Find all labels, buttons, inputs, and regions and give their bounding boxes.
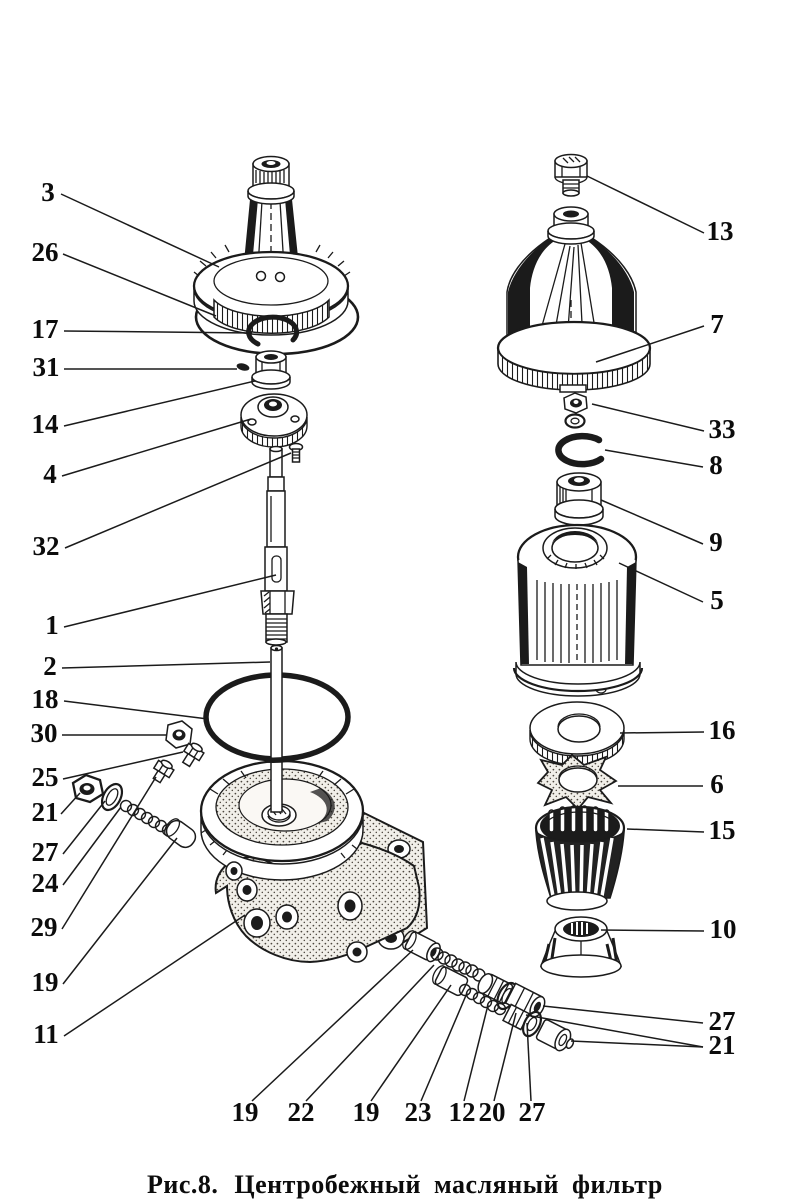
- part-8-lock-ring: [558, 436, 601, 464]
- leader-line: [464, 1005, 488, 1101]
- part-number-label: 3: [41, 177, 55, 207]
- leader-line: [627, 829, 704, 832]
- leader-line: [587, 176, 704, 233]
- callout-19-32: [353, 985, 452, 1127]
- leader-line: [62, 419, 251, 476]
- leader-line: [371, 985, 451, 1101]
- part-number-label: 19: [31, 967, 59, 997]
- callout-26-1: [32, 237, 217, 316]
- leader-line: [605, 450, 703, 467]
- part-number-label: 14: [31, 409, 59, 439]
- callout-4-5: [43, 419, 251, 489]
- leader-line: [63, 801, 105, 854]
- part-16-washer-disc: [530, 702, 624, 765]
- callout-6-25: [618, 769, 724, 799]
- leader-line: [64, 381, 255, 426]
- part-number-label: 16: [708, 715, 736, 745]
- callout-1-7: [45, 575, 276, 640]
- part-11-housing: [201, 761, 427, 962]
- part-number-label: 25: [31, 762, 59, 792]
- leader-line: [64, 331, 252, 333]
- part-number-label: 20: [478, 1097, 506, 1127]
- part-number-label: 26: [31, 237, 59, 267]
- callout-18-9: [32, 684, 209, 719]
- part-number-label: 30: [30, 718, 58, 748]
- part-13-bolt: [555, 155, 587, 197]
- part-number-label: 19: [231, 1097, 259, 1127]
- figure-caption-title: Центробежный масляный фильтр: [234, 1170, 663, 1199]
- leader-line: [543, 1006, 703, 1023]
- callout-10-27: [601, 914, 737, 944]
- figure-caption: [147, 1170, 663, 1200]
- part-number-label: 8: [709, 450, 723, 480]
- part-19-plunger-left: [162, 816, 199, 851]
- part-number-label: 15: [708, 815, 736, 845]
- leader-line: [592, 404, 704, 431]
- part-32-screw: [290, 444, 303, 463]
- callout-3-0: [41, 177, 219, 267]
- part-number-label: 1: [45, 610, 59, 640]
- part-number-label: 27: [518, 1097, 546, 1127]
- part-31-pin: [236, 362, 250, 372]
- leader-line: [252, 950, 413, 1101]
- part-number-label: 32: [32, 531, 60, 561]
- leader-line: [61, 793, 80, 814]
- leader-line: [421, 993, 467, 1101]
- leader-line: [64, 701, 208, 719]
- part-number-label: 19: [352, 1097, 380, 1127]
- leader-line: [620, 732, 704, 733]
- part-number-label: 13: [706, 216, 734, 246]
- part-number-label: 9: [709, 527, 723, 557]
- part-number-label: 23: [404, 1097, 432, 1127]
- part-21-nut-left: [73, 775, 103, 802]
- figure-caption-number: Рис.8.: [147, 1170, 219, 1199]
- part-number-label: 2: [43, 651, 57, 681]
- leader-line: [62, 662, 270, 668]
- part-number-label: 11: [33, 1019, 59, 1049]
- part-number-label: 6: [710, 769, 724, 799]
- callout-13-18: [587, 176, 734, 246]
- part-number-label: 21: [708, 1030, 736, 1060]
- part-9-rotor-nut: [555, 473, 603, 525]
- leader-line: [64, 575, 276, 627]
- part-33-nut: [564, 393, 587, 428]
- part-number-label: 33: [708, 414, 736, 444]
- part-number-label: 18: [31, 684, 59, 714]
- part-number-label: 21: [31, 797, 59, 827]
- leader-line: [601, 930, 704, 931]
- part-number-label: 22: [287, 1097, 315, 1127]
- part-1-shaft: [261, 447, 294, 646]
- leader-line: [62, 777, 156, 929]
- part-number-label: 17: [31, 314, 59, 344]
- part-7-cover-dome: [498, 207, 650, 392]
- callout-20-35: [479, 1013, 517, 1127]
- part-number-label: 10: [709, 914, 737, 944]
- part-5-rotor-drum: [514, 525, 642, 696]
- leader-line: [64, 915, 245, 1036]
- part-number-label: 7: [710, 309, 724, 339]
- part-14-nut: [252, 351, 290, 389]
- callout-32-6: [33, 453, 292, 561]
- part-number-label: 12: [448, 1097, 476, 1127]
- callout-15-26: [627, 815, 736, 845]
- part-15-strainer: [536, 806, 624, 910]
- callout-31-3: [33, 352, 238, 382]
- part-10-cone-bushing: [541, 917, 621, 977]
- callout-19-30: [232, 950, 414, 1127]
- callout-14-4: [32, 381, 256, 439]
- leader-line: [65, 453, 291, 548]
- callout-27-28: [543, 1006, 736, 1036]
- part-number-label: 27: [31, 837, 59, 867]
- callout-16-24: [620, 715, 736, 745]
- part-number-label: 4: [43, 459, 57, 489]
- part-4-flange: [241, 394, 307, 447]
- callout-21-12: [32, 793, 81, 827]
- leader-line: [494, 1013, 516, 1101]
- part-number-label: 31: [32, 352, 60, 382]
- callout-8-21: [605, 450, 723, 480]
- callout-2-8: [43, 651, 270, 681]
- part-6-star-washer: [538, 755, 616, 809]
- callout-30-10: [31, 718, 167, 748]
- leader-line: [63, 807, 121, 885]
- part-number-label: 27: [708, 1006, 736, 1036]
- part-number-label: 29: [30, 912, 58, 942]
- leader-line: [61, 194, 219, 267]
- leader-line: [63, 838, 177, 984]
- part-number-label: 5: [710, 585, 724, 615]
- part-3-rotor-body: [194, 157, 350, 336]
- part-19-bushing-bottom: [400, 929, 443, 964]
- part-number-label: 24: [31, 868, 59, 898]
- callout-33-20: [592, 404, 736, 444]
